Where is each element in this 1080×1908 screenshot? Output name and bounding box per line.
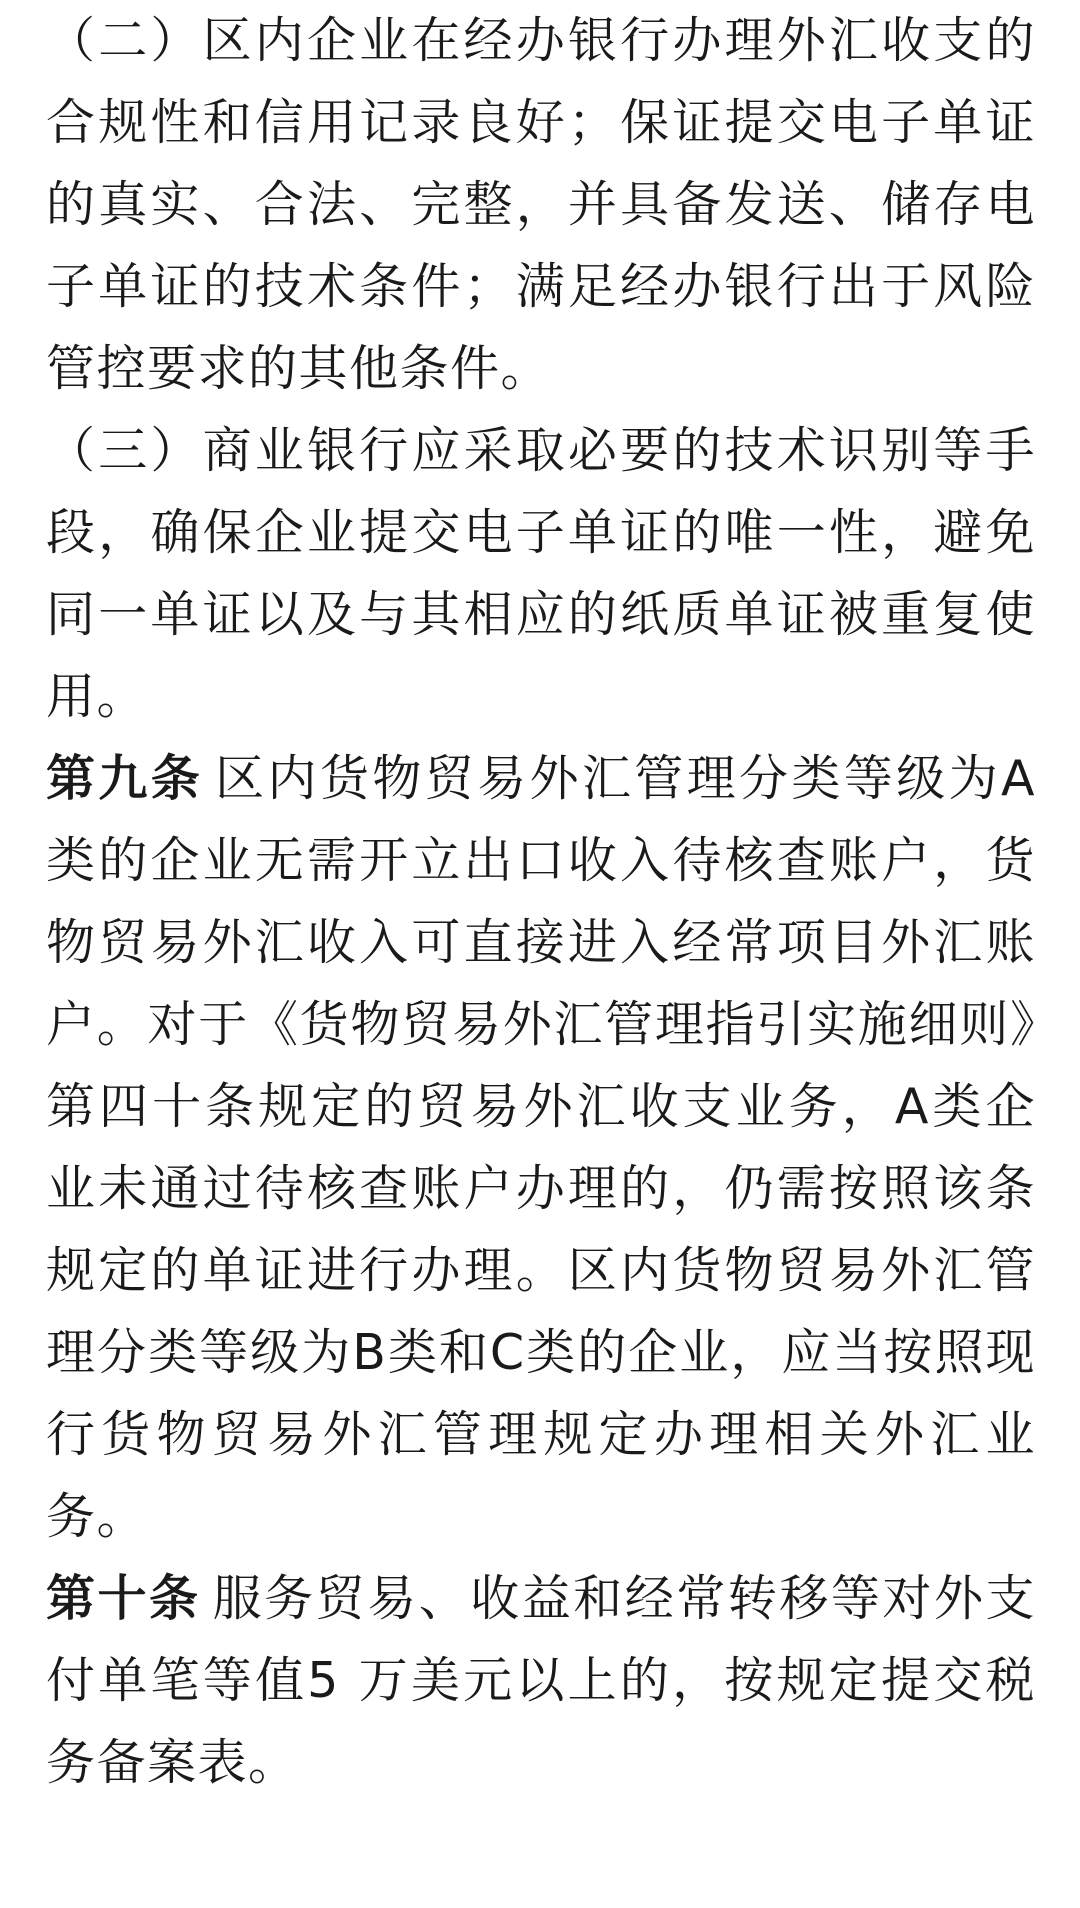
article-10-heading: 第十条 bbox=[46, 1570, 201, 1627]
article-9-heading: 第九条 bbox=[46, 750, 204, 807]
article-9-paragraph bbox=[46, 738, 1036, 1558]
article-9-text: 区内货物贸易外汇管理分类等级为A类的企业无需开立出口收入待核查账户，货物贸易外汇收入可直接进入经常项目外汇账户。对于《货物贸易外汇管理指引实施细则》第四十条规定的贸易外汇收支业务，A类企业未通过待核查账户办理的，仍需按照该条规定的单证进行办理。区内货物贸易外汇管理分类等级为B类和C类的企业，应当按照现行货物贸易外汇管理规定办理相关外汇业务。 bbox=[46, 750, 1036, 1545]
item-3-paragraph: （三）商业银行应采取必要的技术识别等手段，确保企业提交电子单证的唯一性，避免同一单证以及与其相应的纸质单证被重复使用。 bbox=[46, 422, 1036, 725]
article-10-paragraph bbox=[46, 1558, 1036, 1804]
document-body bbox=[46, 0, 1036, 1804]
article-10-text: 服务贸易、收益和经常转移等对外支付单笔等值5 万美元以上的，按规定提交税务备案表。 bbox=[46, 1570, 1036, 1791]
item-2-paragraph: （二）区内企业在经办银行办理外汇收支的合规性和信用记录良好；保证提交电子单证的真实、合法、完整，并具备发送、储存电子单证的技术条件；满足经办银行出于风险管控要求的其他条件。 bbox=[46, 12, 1036, 397]
